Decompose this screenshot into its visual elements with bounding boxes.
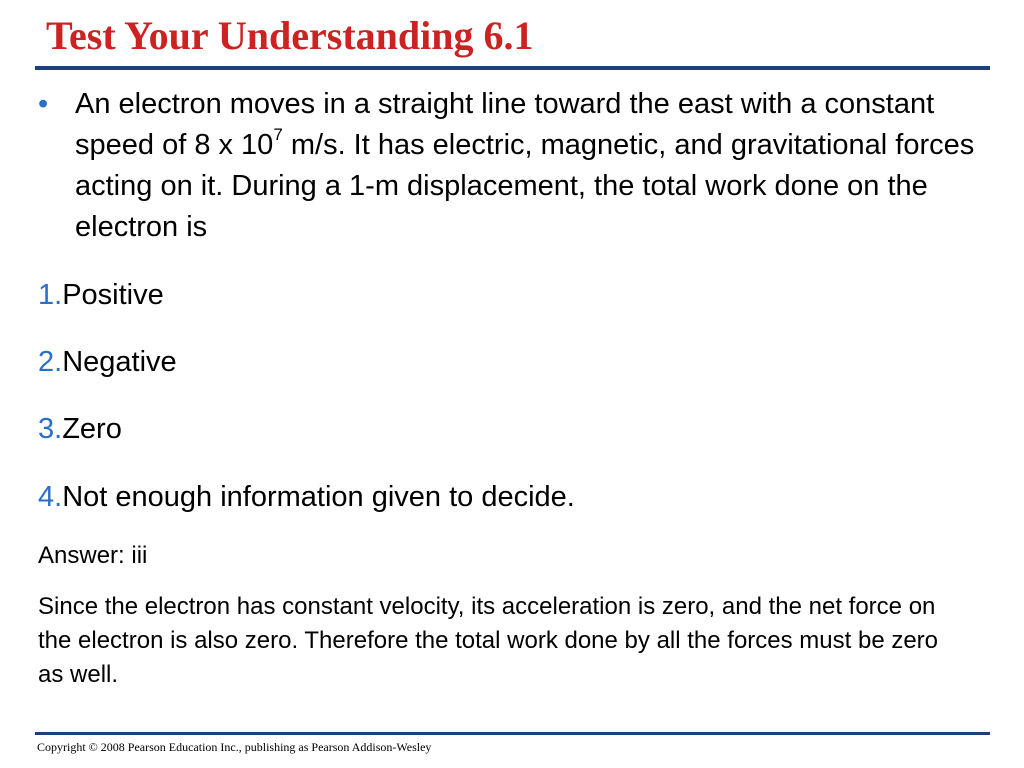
footer-divider [35, 732, 990, 735]
option-text: Positive [62, 279, 164, 311]
copyright-text: Copyright © 2008 Pearson Education Inc., publishing as Pearson Addison-Wesley [37, 740, 432, 754]
option-4 [38, 480, 575, 514]
question-text [75, 84, 995, 248]
explanation-text: Since the electron has constant velocity, its acceleration is zero, and the net force on the electron is also zero. Therefore the total work done by all the forces must be zero as well. [38, 593, 939, 688]
slide-title: Test Your Understanding 6.1 [46, 13, 534, 58]
option-2 [38, 345, 177, 379]
title-divider [35, 66, 990, 70]
option-3 [38, 412, 122, 446]
option-text: Negative [62, 346, 177, 378]
question-text-start: An electron moves in a straight line toward the east with a constant speed of 8 x 10 [75, 88, 935, 161]
option-number: 3. [38, 413, 63, 445]
question-text-end: m/s. It has electric, magnetic, and gravitational forces acting on it. During a 1-m displacement, the total work done on the electron is [75, 129, 975, 243]
option-number: 1. [38, 279, 63, 311]
option-text: Zero [62, 413, 122, 445]
exponent: 7 [273, 125, 283, 145]
bullet-icon: • [38, 88, 49, 120]
option-number: 4. [38, 481, 63, 513]
option-1 [38, 278, 164, 312]
answer-text: Answer: iii [38, 542, 148, 569]
option-text: Not enough information given to decide. [62, 481, 575, 513]
option-number: 2. [38, 346, 63, 378]
